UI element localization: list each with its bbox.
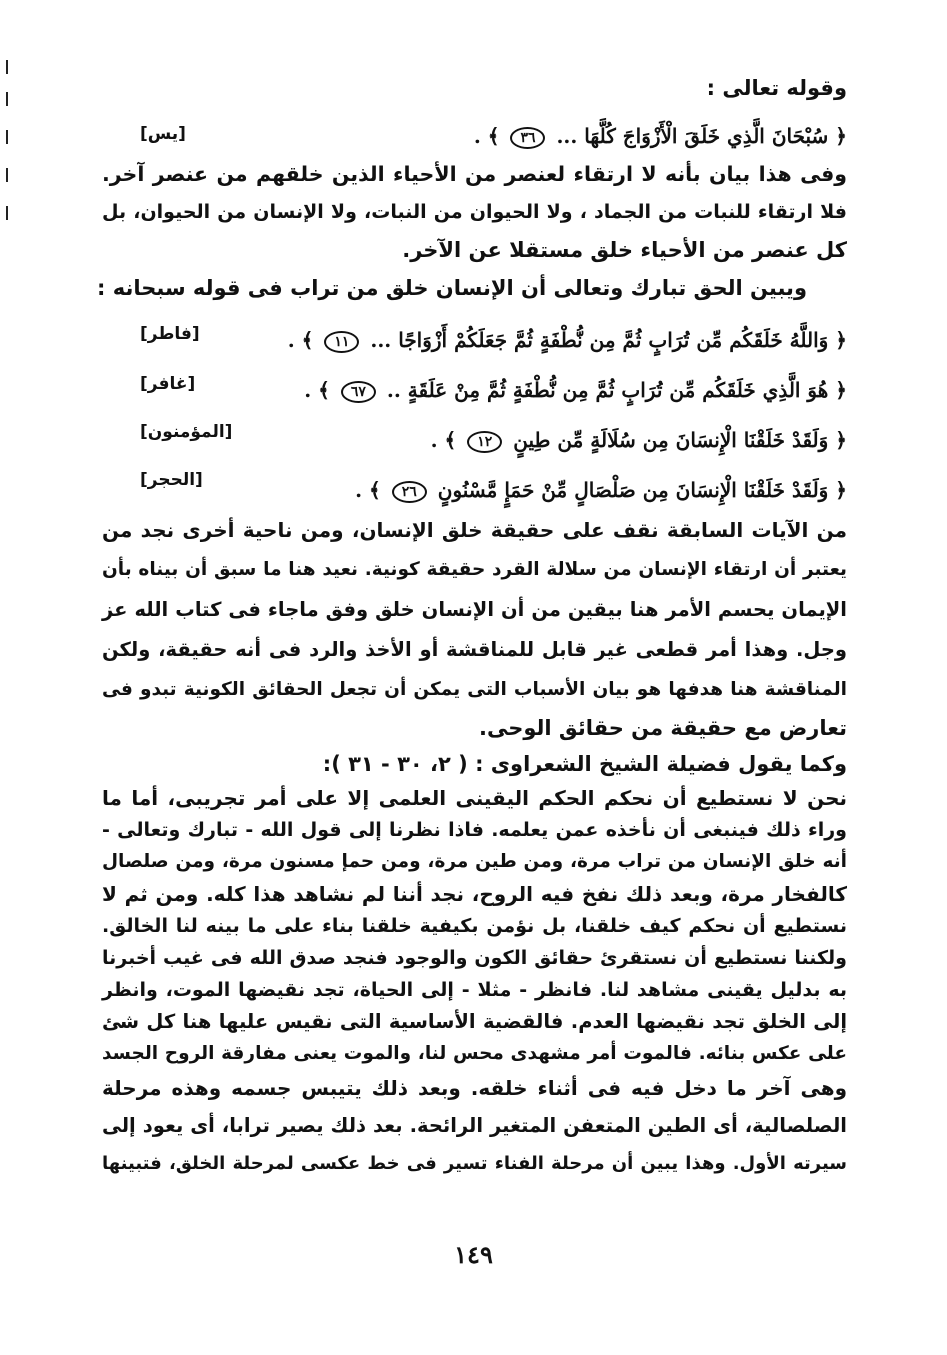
surah-reference: [فاطر] — [140, 324, 200, 344]
verse-close: ﴾ . — [304, 378, 330, 402]
verse-line — [147, 424, 847, 456]
verse-text: ﴿ سُبْحَانَ الَّذِي خَلَقَ الْأَزْوَاجَ كُلَّهَا ... — [556, 124, 847, 148]
body-line: يعتبر أن ارتقاء الإنسان من سلالة القرد حقيقة كونية. نعيد هنا ما سبق أن بيناه بأن — [102, 559, 847, 580]
verse-close: ﴾ . — [473, 124, 500, 148]
quote-line: به بدليل يقينى مشاهد لنا. فانظر - مثلا - إلى الحياة، تجد نقيضها الموت، وانظر — [102, 979, 847, 1001]
quote-line: سيرته الأول. وهذا يبين أن مرحلة الفناء تسير فى خط عكسى لمرحلة الخلق، فتبينها — [102, 1153, 847, 1174]
verse-text: ﴿ وَلَقَدْ خَلَقْنَا الْإِنسَانَ مِن صَلْصَالٍ مِّنْ حَمَإٍ مَّسْنُونٍ — [437, 478, 847, 502]
quote-intro-line: وكما يقول فضيلة الشيخ الشعراوى : ( ٢، ٣٠ - ٣١ ): — [322, 752, 847, 776]
verse-line — [147, 474, 847, 506]
body-line: تعارض مع حقيقة من حقائق الوحى. — [479, 716, 847, 740]
intro-line: وقوله تعالى : — [706, 76, 847, 100]
body-line: من الآيات السابقة نقف على حقيقة خلق الإنسان، ومن ناحية أخرى نجد من — [102, 518, 847, 542]
quote-line: وراء ذلك فينبغى أن نأخذه عمن يعلمه. فاذا نظرنا إلى قول الله - تبارك وتعالى - — [102, 819, 847, 841]
scan-edge-mark — [6, 206, 8, 220]
quote-line: نحن لا نستطيع أن نحكم الحكم اليقينى العلمى إلا على أمر تجريبى، أما ما — [102, 786, 847, 810]
verse-close: ﴾ . — [430, 428, 457, 452]
body-line: وفى هذا بيان بأنه لا ارتقاء لعنصر من الأحياء الذين خلقهم من عنصر آخر. — [102, 162, 847, 186]
verse-text: ﴿ هُوَ الَّذِي خَلَقَكُم مِّن تُرَابٍ ثُمَّ مِن نُّطْفَةٍ ثُمَّ مِنْ عَلَقَةٍ .. — [386, 378, 847, 402]
surah-reference: [غافر] — [140, 374, 196, 394]
quote-line: على عكس بنائه. فالموت أمر مشهدى محس لنا، والموت يعنى مفارقة الروح الجسد — [102, 1043, 847, 1064]
body-line: ويبين الحق تبارك وتعالى أن الإنسان خلق من تراب فى قوله سبحانه : — [97, 276, 807, 300]
quote-line: نستطيع أن نحكم كيف خلقنا، بل نؤمن بكيفية خلقنا بناء على ما بينه لنا الخالق. — [102, 915, 847, 937]
scan-edge-mark — [6, 92, 8, 106]
quote-line: الصلصالية، أى الطين المتعفن المتغير الرائحة. بعد ذلك يصير ترابا، أى يعود إلى — [102, 1114, 847, 1137]
ayah-number: ٦٧ — [341, 381, 376, 403]
body-line: وجل. وهذا أمر قطعى غير قابل للمناقشة أو الأخذ والرد فى أنه حقيقة، ولكن — [102, 638, 847, 661]
verse-text: ﴿ وَاللَّهُ خَلَقَكُم مِّن تُرَابٍ ثُمَّ مِن نُّطْفَةٍ ثُمَّ جَعَلَكُمْ أَزْوَاجًا ... — [370, 328, 847, 352]
ayah-number: ٢٦ — [392, 481, 427, 503]
verse-line — [147, 374, 847, 406]
scan-edge-mark — [6, 60, 8, 74]
surah-reference: [المؤمنون] — [140, 422, 233, 442]
verse-line — [147, 120, 847, 152]
body-line: الإيمان يحسم الأمر هنا بيقين من أن الإنسان خلق وفق ماجاء فى كتاب الله عز — [102, 598, 847, 621]
body-line: كل عنصر من الأحياء خلق مستقلا عن الآخر. — [402, 238, 847, 262]
body-line: فلا ارتقاء للنبات من الجماد ، ولا الحيوان من النبات، ولا الإنسان من الحيوان، بل — [102, 201, 847, 223]
surah-reference: [الحجر] — [140, 470, 203, 490]
scan-edge-mark — [6, 168, 8, 182]
scan-edge-mark — [6, 130, 8, 144]
verse-text: ﴿ وَلَقَدْ خَلَقْنَا الْإِنسَانَ مِن سُلَالَةٍ مِّن طِينٍ — [513, 428, 847, 452]
page-number: ١٤٩ — [454, 1240, 493, 1269]
quote-line: كالفخار مرة، وبعد ذلك نفخ فيه الروح، نجد أننا لم نشاهد هذا كله. ومن ثم لا — [102, 882, 847, 906]
verse-close: ﴾ . — [355, 478, 381, 502]
body-line: المناقشة هنا هدفها هو بيان الأسباب التى يمكن أن تجعل الحقائق الكونية تبدو فى — [102, 679, 847, 700]
quote-line: أنه خلق الإنسان من تراب مرة، ومن طين مرة، ومن حمإ مسنون مرة، ومن صلصال — [102, 851, 847, 872]
quote-line: ولكننا نستطيع أن نستقرئ حقائق الكون والوجود فنجد صدق الله فى غيب أخبرنا — [102, 947, 847, 969]
quote-line: وهى آخر ما دخل فيه فى أثناء خلقه. وبعد ذلك يتيبس جسمه وهذه مرحلة — [102, 1076, 847, 1100]
surah-reference: [يس] — [140, 124, 186, 144]
ayah-number: ١١ — [324, 331, 359, 353]
quote-line: إلى الخلق تجد نقيضها العدم. فالقضية الأساسية التى نقيس عليها هنا كل شئ — [102, 1010, 847, 1033]
ayah-number: ٣٦ — [510, 127, 545, 149]
verse-line — [147, 324, 847, 356]
ayah-number: ١٢ — [467, 431, 502, 453]
verse-close: ﴾ . — [287, 328, 314, 352]
